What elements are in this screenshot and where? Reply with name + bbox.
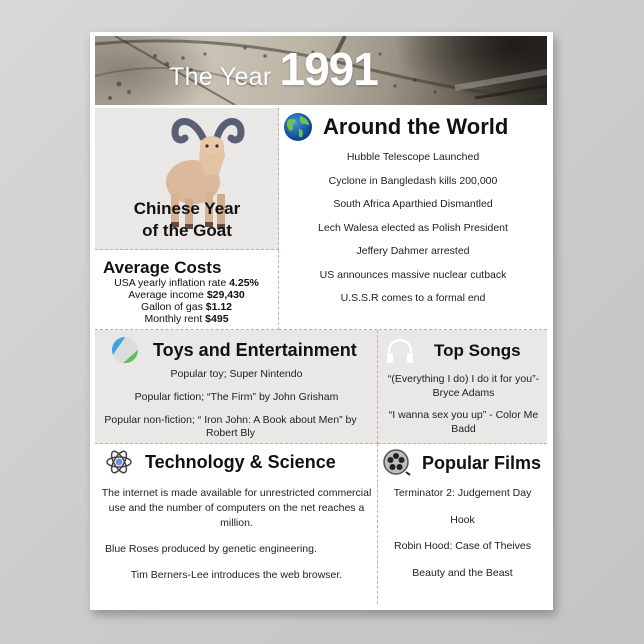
top-songs-header bbox=[384, 336, 521, 366]
list-item: Terminator 2: Judgement Day bbox=[393, 487, 532, 499]
poster bbox=[90, 32, 553, 610]
around-the-world-title: Around the World bbox=[323, 114, 509, 139]
list-item: Popular toy; Super Nintendo bbox=[170, 368, 303, 380]
list-item: Lech Walesa elected as Polish President bbox=[318, 221, 508, 234]
beach-ball-icon bbox=[111, 336, 139, 364]
average-costs-panel bbox=[95, 250, 279, 330]
globe-icon bbox=[283, 112, 313, 142]
list-item: Jeffery Dahmer arrested bbox=[356, 245, 470, 257]
top-songs-title: Top Songs bbox=[434, 341, 521, 360]
list-item: Beauty and the Beast bbox=[412, 566, 513, 579]
toys-panel bbox=[95, 330, 378, 444]
top-songs-panel bbox=[378, 330, 547, 444]
around-the-world-panel bbox=[279, 108, 547, 330]
cost-row-rent: Monthly rent $495 bbox=[144, 313, 229, 325]
list-item: Tim Berners-Lee introduces the web browser. bbox=[130, 569, 343, 581]
header-banner bbox=[95, 36, 547, 105]
film-reel-icon bbox=[382, 448, 412, 478]
cost-row-income: Average income $29,430 bbox=[128, 289, 245, 301]
list-item: Popular non-fiction; “ Iron John: A Book about Men” by Robert Bly bbox=[104, 414, 357, 439]
list-item: “I wanna sex you up” - Color Me Badd bbox=[388, 409, 539, 435]
toys-list bbox=[95, 368, 378, 450]
technology-science-panel bbox=[95, 444, 378, 604]
headphones-icon bbox=[384, 336, 416, 366]
list-item: Popular fiction; “The Firm” by John Grisham bbox=[134, 391, 339, 403]
films-title: Popular Films bbox=[422, 452, 542, 473]
films-list bbox=[378, 486, 547, 592]
cost-row-gas: Gallon of gas $1.12 bbox=[140, 301, 233, 313]
list-item: “(Everything I do) I do it for you”- Bryce Adams bbox=[387, 373, 540, 399]
zodiac-line-1: Chinese Year bbox=[133, 199, 241, 218]
tech-title: Technology & Science bbox=[145, 451, 336, 472]
list-item: Hook bbox=[450, 513, 475, 526]
page-title bbox=[169, 42, 378, 96]
zodiac-line-2: of the Goat bbox=[142, 221, 232, 240]
toys-title: Toys and Entertainment bbox=[153, 339, 357, 360]
title-year: 1991 bbox=[279, 43, 378, 95]
list-item: Cyclone in Bangledash kills 200,000 bbox=[328, 174, 498, 187]
average-costs-title: Average Costs bbox=[103, 258, 222, 277]
list-item: Robin Hood: Case of Theives bbox=[394, 540, 531, 552]
list-item: Hubble Telescope Launched bbox=[346, 151, 480, 163]
atom-icon bbox=[105, 448, 133, 476]
title-prefix: The Year bbox=[169, 63, 272, 91]
world-events-list bbox=[279, 150, 547, 315]
tech-list bbox=[95, 486, 378, 594]
around-the-world-header bbox=[283, 112, 508, 142]
list-item: U.S.S.R comes to a formal end bbox=[340, 292, 486, 304]
list-item: The internet is made available for unrestricted commercial use and the number of computers on the net reaches a million. bbox=[101, 487, 372, 529]
list-item: South Africa Aparthied Dismantled bbox=[333, 198, 493, 210]
zodiac-panel bbox=[95, 108, 279, 250]
songs-list bbox=[382, 372, 545, 444]
list-item: US announces massive nuclear cutback bbox=[319, 268, 507, 281]
cost-row-inflation: USA yearly inflation rate 4.25% bbox=[114, 277, 259, 289]
zodiac-caption bbox=[95, 198, 279, 242]
films-header bbox=[382, 448, 541, 478]
popular-films-panel bbox=[378, 444, 547, 604]
tech-header bbox=[105, 448, 336, 476]
toys-header bbox=[111, 336, 357, 364]
list-item: Blue Roses produced by genetic engineering. bbox=[105, 543, 317, 555]
